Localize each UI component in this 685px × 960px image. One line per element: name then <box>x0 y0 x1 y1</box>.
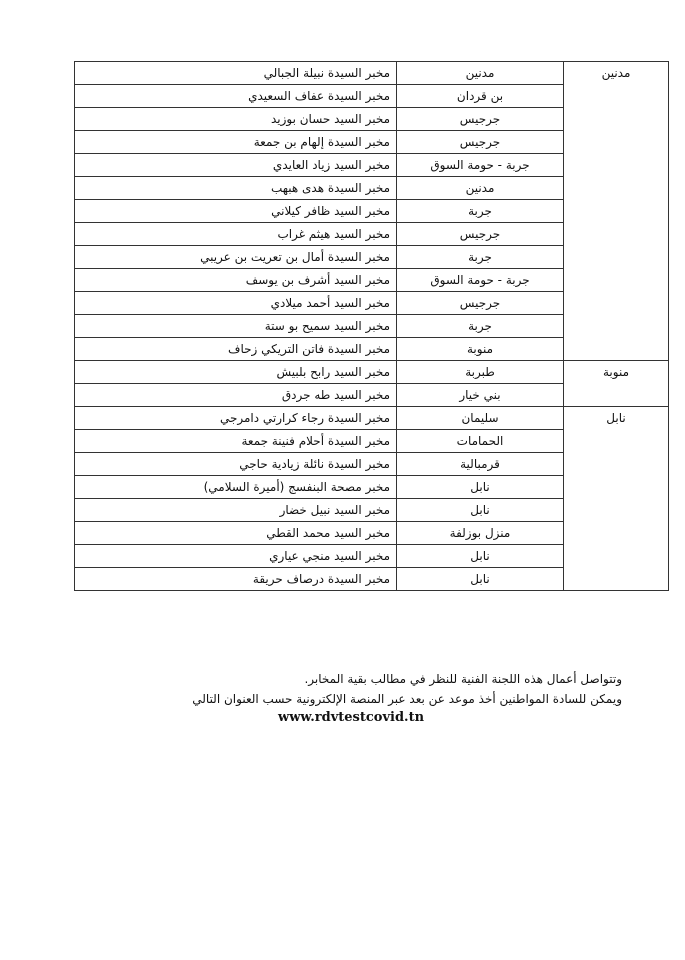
lab-name-cell: مخبر السيدة درصاف حريقة <box>75 568 397 591</box>
lab-name-cell: مخبر السيد ظافر كيلاني <box>75 200 397 223</box>
appointment-website-link[interactable]: www.rdvtestcovid.tn <box>278 710 425 725</box>
lab-name-cell: مخبر السيدة إلهام بن جمعة <box>75 131 397 154</box>
governorate-cell: نابل <box>564 407 669 591</box>
lab-name-cell: مخبر السيدة عفاف السعيدي <box>75 85 397 108</box>
city-cell: الحمامات <box>397 430 564 453</box>
table-row <box>75 407 669 430</box>
city-cell: جرجيس <box>397 292 564 315</box>
city-cell: نابل <box>397 545 564 568</box>
city-cell: طبربة <box>397 361 564 384</box>
lab-name-cell: مخبر السيد طه جردق <box>75 384 397 407</box>
lab-name-cell: مخبر السيد نبيل خضار <box>75 499 397 522</box>
table-row <box>75 361 669 384</box>
city-cell: بني خيار <box>397 384 564 407</box>
footer-note-continuation: وتتواصل أعمال هذه اللجنة الفنية للنظر في مطالب بقية المخابر. <box>304 672 622 686</box>
lab-name-cell: مخبر السيدة فاتن التريكي زحاف <box>75 338 397 361</box>
city-cell: مدنين <box>397 177 564 200</box>
lab-name-cell: مخبر السيد حسان بوزيد <box>75 108 397 131</box>
lab-name-cell: مخبر السيد منجي عياري <box>75 545 397 568</box>
city-cell: منزل بوزلفة <box>397 522 564 545</box>
lab-name-cell: مخبر السيد أشرف بن يوسف <box>75 269 397 292</box>
city-cell: جرجيس <box>397 108 564 131</box>
lab-name-cell: مخبر السيدة أحلام فنينة جمعة <box>75 430 397 453</box>
lab-name-cell: مخبر السيدة نبيلة الجبالي <box>75 62 397 85</box>
city-cell: قرمبالية <box>397 453 564 476</box>
city-cell: جرجيس <box>397 131 564 154</box>
city-cell: منوبة <box>397 338 564 361</box>
city-cell: نابل <box>397 568 564 591</box>
table-row <box>75 62 669 85</box>
governorate-cell: مدنين <box>564 62 669 361</box>
lab-name-cell: مخبر السيد أحمد ميلادي <box>75 292 397 315</box>
governorate-cell: منوبة <box>564 361 669 407</box>
city-cell: جرجيس <box>397 223 564 246</box>
footer-note-appointment: ويمكن للسادة المواطنين أخذ موعد عن بعد عبر المنصة الإلكترونية حسب العنوان التالي <box>192 692 622 706</box>
lab-name-cell: مخبر مصحة البنفسج (أميرة السلامي) <box>75 476 397 499</box>
city-cell: جربة <box>397 315 564 338</box>
city-cell: نابل <box>397 476 564 499</box>
labs-table-body <box>75 62 669 591</box>
lab-name-cell: مخبر السيدة هدى هبهب <box>75 177 397 200</box>
city-cell: بن قردان <box>397 85 564 108</box>
city-cell: جربة <box>397 246 564 269</box>
lab-name-cell: مخبر السيد محمد القطي <box>75 522 397 545</box>
city-cell: سليمان <box>397 407 564 430</box>
city-cell: جربة - حومة السوق <box>397 154 564 177</box>
city-cell: جربة <box>397 200 564 223</box>
city-cell: جربة - حومة السوق <box>397 269 564 292</box>
labs-table <box>74 61 669 591</box>
lab-name-cell: مخبر السيد سميح بو ستة <box>75 315 397 338</box>
lab-name-cell: مخبر السيد زياد العايدي <box>75 154 397 177</box>
lab-name-cell: مخبر السيد هيثم غراب <box>75 223 397 246</box>
lab-name-cell: مخبر السيد رابح بلبيش <box>75 361 397 384</box>
city-cell: مدنين <box>397 62 564 85</box>
lab-name-cell: مخبر السيدة أمال بن تعريت بن عريبي <box>75 246 397 269</box>
lab-name-cell: مخبر السيدة رجاء كرارتي دامرجي <box>75 407 397 430</box>
lab-name-cell: مخبر السيدة نائلة زيادية حاجي <box>75 453 397 476</box>
city-cell: نابل <box>397 499 564 522</box>
